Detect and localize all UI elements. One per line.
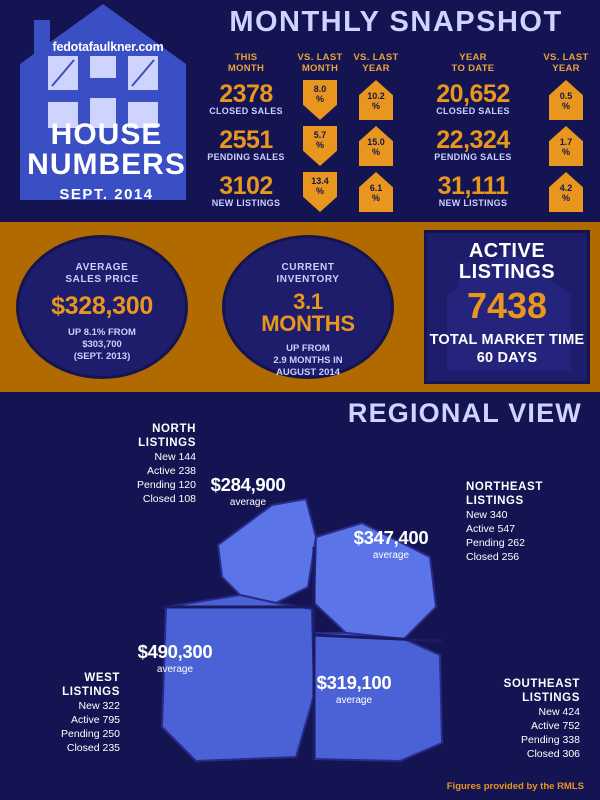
region-northeast-closed: Closed 256 (466, 551, 520, 563)
region-west-new: New 322 (78, 700, 120, 712)
region-southeast-pending: Pending 338 (521, 734, 580, 746)
column-header-vs-last-month: VS. LAST MONTH (297, 52, 343, 74)
closed-sales-month-label: CLOSED SALES (209, 106, 283, 116)
closed-sales-ytd-vs-year-arrow: 0.5 % (549, 80, 583, 120)
region-northeast-pending: Pending 262 (466, 537, 525, 549)
region-southeast-stats (450, 677, 580, 761)
region-north-price: $284,900 average (210, 474, 286, 508)
region-southeast-active: Active 752 (530, 720, 580, 732)
closed-sales-ytd-label: CLOSED SALES (436, 106, 510, 116)
inventory-title-line1: CURRENT (281, 262, 335, 273)
avg-price-title-line2: SALES PRICE (65, 274, 139, 285)
pending-sales-vs-month-arrow: 5.7 % (303, 126, 337, 166)
section-title-snapshot: MONTHLY SNAPSHOT (229, 6, 563, 38)
new-listings-vs-year-arrow: 6.1 % (359, 172, 393, 212)
closed-sales-vs-year-arrow: 10.2 % (359, 80, 393, 120)
new-listings-ytd-value: 31,111 (437, 172, 509, 200)
brand-date: SEPT. 2014 (59, 186, 154, 203)
pending-sales-vs-year-arrow: 15.0 % (359, 126, 393, 166)
avg-price-title-line1: AVERAGE (75, 262, 129, 273)
region-southeast-name: SOUTHEAST LISTINGS (503, 678, 580, 704)
column-header-ytd-vs-last-year: VS. LAST YEAR (543, 52, 589, 74)
total-market-time-value: 60 DAYS (476, 350, 538, 366)
inventory-title-line2: INVENTORY (276, 274, 340, 285)
brand-title-line1: HOUSE (50, 118, 163, 151)
column-header-this-month: THIS MONTH (227, 52, 265, 74)
inventory-value: 3.1 (293, 289, 323, 314)
pending-sales-ytd-vs-year-arrow: 1.7 % (549, 126, 583, 166)
current-inventory-circle (222, 235, 394, 379)
pending-sales-month-value: 2551 (219, 126, 273, 154)
map-region-west[interactable] (162, 595, 314, 761)
region-northeast-price: $347,400 average (353, 527, 429, 561)
region-west-stats (10, 671, 120, 755)
avg-price-note-line2: $303,700 (82, 339, 122, 350)
region-west-name: WEST LISTINGS (62, 672, 120, 698)
region-northeast-stats (466, 480, 586, 564)
new-listings-month-label: NEW LISTINGS (211, 198, 281, 208)
region-northeast-new: New 340 (466, 509, 508, 521)
pending-sales-ytd-label: PENDING SALES (434, 152, 512, 162)
closed-sales-vs-month-arrow: 8.0 % (303, 80, 337, 120)
closed-sales-ytd-value: 20,652 (436, 80, 510, 108)
active-listings-value: 7438 (466, 285, 548, 326)
map-region-north[interactable] (218, 499, 316, 603)
average-sales-price-circle (16, 235, 188, 379)
regional-view-section (0, 392, 600, 800)
total-market-time-label: TOTAL MARKET TIME (429, 332, 585, 348)
region-west-closed: Closed 235 (66, 742, 120, 754)
brand-url: fedotafaulkner.com (52, 40, 164, 54)
region-north-name: NORTH LISTINGS (138, 423, 196, 449)
new-listings-vs-month-arrow: 13.4 % (303, 172, 337, 212)
avg-price-value: $328,300 (51, 292, 153, 320)
active-listings-panel (424, 230, 590, 384)
region-west-price: $490,300 average (137, 641, 213, 675)
region-southeast-new: New 424 (538, 706, 580, 718)
inventory-note-line2: 2.9 MONTHS IN (273, 355, 343, 366)
region-southeast-closed: Closed 306 (526, 748, 580, 760)
brand-logo (8, 0, 198, 222)
region-west-pending: Pending 250 (61, 728, 120, 740)
new-listings-ytd-vs-year-arrow: 4.2 % (549, 172, 583, 212)
section-title-regional: REGIONAL VIEW (347, 398, 582, 428)
inventory-note-line3: AUGUST 2014 (276, 367, 340, 378)
column-header-vs-last-year: VS. LAST YEAR (353, 52, 399, 74)
region-north-closed: Closed 108 (142, 493, 196, 505)
region-northeast-active: Active 547 (466, 523, 516, 535)
footnote-source: Figures provided by the RMLS (446, 781, 584, 792)
pending-sales-ytd-value: 22,324 (436, 126, 510, 154)
region-north-new: New 144 (154, 451, 196, 463)
new-listings-ytd-label: NEW LISTINGS (438, 198, 508, 208)
region-northeast-name: NORTHEAST LISTINGS (466, 481, 543, 507)
closed-sales-month-value: 2378 (219, 80, 273, 108)
avg-price-note-line3: (SEPT. 2013) (73, 351, 131, 362)
snapshot-column-headers (200, 46, 595, 80)
inventory-note-line1: UP FROM (286, 343, 330, 354)
region-north-pending: Pending 120 (137, 479, 196, 491)
brand-title-line2: NUMBERS (27, 148, 186, 181)
monthly-snapshot-section (0, 0, 600, 222)
summary-metrics-section (0, 222, 600, 392)
avg-price-note-line1: UP 8.1% FROM (68, 327, 136, 338)
active-listings-title-line1: ACTIVE (468, 240, 546, 262)
active-listings-title-line2: LISTINGS (458, 261, 556, 283)
new-listings-month-value: 3102 (219, 172, 273, 200)
pending-sales-month-label: PENDING SALES (207, 152, 285, 162)
column-header-year-to-date: YEAR TO DATE (451, 52, 495, 74)
region-north-stats (86, 422, 196, 506)
region-west-active: Active 795 (70, 714, 120, 726)
region-southeast-price: $319,100 average (316, 672, 392, 706)
inventory-unit: MONTHS (261, 311, 355, 336)
region-north-active: Active 238 (146, 465, 196, 477)
